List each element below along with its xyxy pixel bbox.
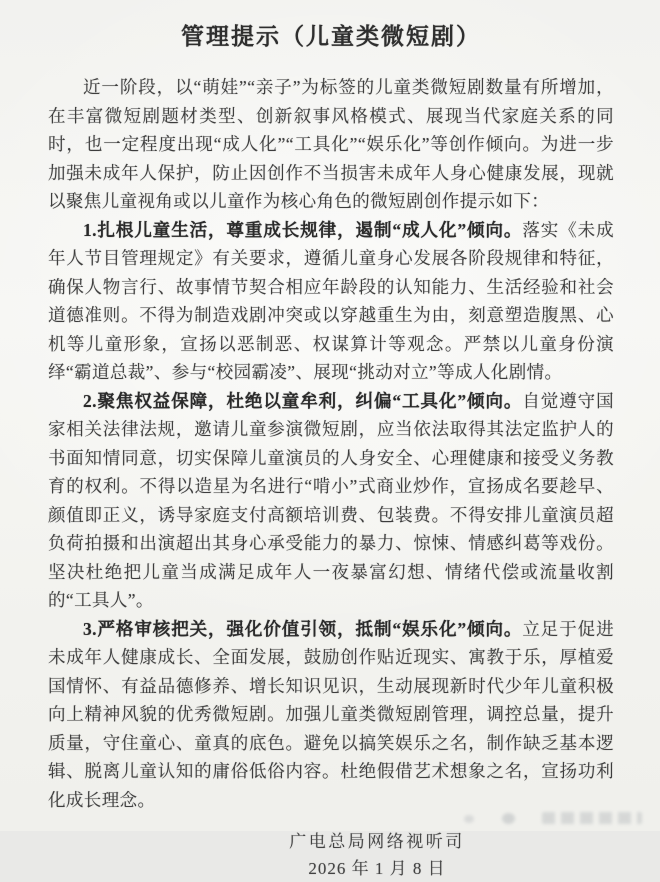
paragraph-item-3 xyxy=(48,615,614,815)
paragraph-intro xyxy=(48,73,614,216)
signature-issuer: 广电总局网络视听司 xyxy=(289,832,465,851)
paragraph-item-1-text: 落实《未成年人节目管理规定》有关要求，遵循儿童身心发展各阶段规律和特征，确保人物言行、故事情节契合相应年龄段的认知能力、生活经验和社会道德准则。不得为制造戏剧冲突或以穿越重生为由，刻意塑造腹黑、心机等儿童形象，宣扬以恶制恶、权谋算计等观念。严禁以儿童身份演绎“霸道总裁”、参与“校园霸凌”、展现“挑动对立”等成人化剧情。 xyxy=(48,219,614,382)
paragraph-item-2 xyxy=(48,387,614,615)
paragraph-item-3-text: 立足于促进未成年人健康成长、全面发展，鼓励创作贴近现实、寓教于乐，厚植爱国情怀、有益品德修养、增长知识见识，生动展现新时代少年儿童积极向上精神风貌的优秀微短剧。加强儿童类微短剧管理，调控总量，提升质量，守住童心、童真的底色。避免以搞笑娱乐之名，制作缺乏基本逻辑、脱离儿童认知的庸俗低俗内容。杜绝假借艺术想象之名，宣扬功利化成长理念。 xyxy=(48,618,614,810)
document-title: 管理提示（儿童类微短剧） xyxy=(181,24,481,49)
paragraph-item-2-lead: 2.聚焦权益保障，杜绝以童牟利，纠偏“工具化”倾向。 xyxy=(83,390,523,411)
paragraph-item-3-lead: 3.严格审核把关，强化价值引领，抵制“娱乐化”倾向。 xyxy=(83,618,523,639)
paragraph-item-1 xyxy=(48,216,614,387)
paragraph-item-1-lead: 1.扎根儿童生活，尊重成长规律，遏制“成人化”倾向。 xyxy=(83,219,523,240)
paragraph-item-2-text: 自觉遵守国家相关法律法规，邀请儿童参演微短剧，应当依法取得其法定监护人的书面知情同意，切实保障儿童演员的人身安全、心理健康和接受义务教育的权利。不得以造星为名进行“啃小”式商业炒作，宣扬成名要趁早、颜值即正义，诱导家庭支付高额培训费、包装费。不得安排儿童演员超负荷拍摄和出演超出其身心承受能力的暴力、惊悚、情感纠葛等戏份。坚决杜绝把儿童当成满足成年人一夜暴富幻想、情绪代偿或流量收割的“工具人”。 xyxy=(48,390,614,610)
signature-date: 2026 年 1 月 8 日 xyxy=(308,859,446,878)
signature-block xyxy=(94,828,660,882)
paragraph-intro-text: 近一阶段，以“萌娃”“亲子”为标签的儿童类微短剧数量有所增加，在丰富微短剧题材类型、创新叙事风格模式、展现当代家庭关系的同时，也一定程度出现“成人化”“工具化”“娱乐化”等创作倾向。为进一步加强未成年人保护，防止因创作不当损害未成年人身心健康发展，现就以聚焦儿童视角或以儿童作为核心角色的微短剧创作提示如下： xyxy=(48,77,614,211)
